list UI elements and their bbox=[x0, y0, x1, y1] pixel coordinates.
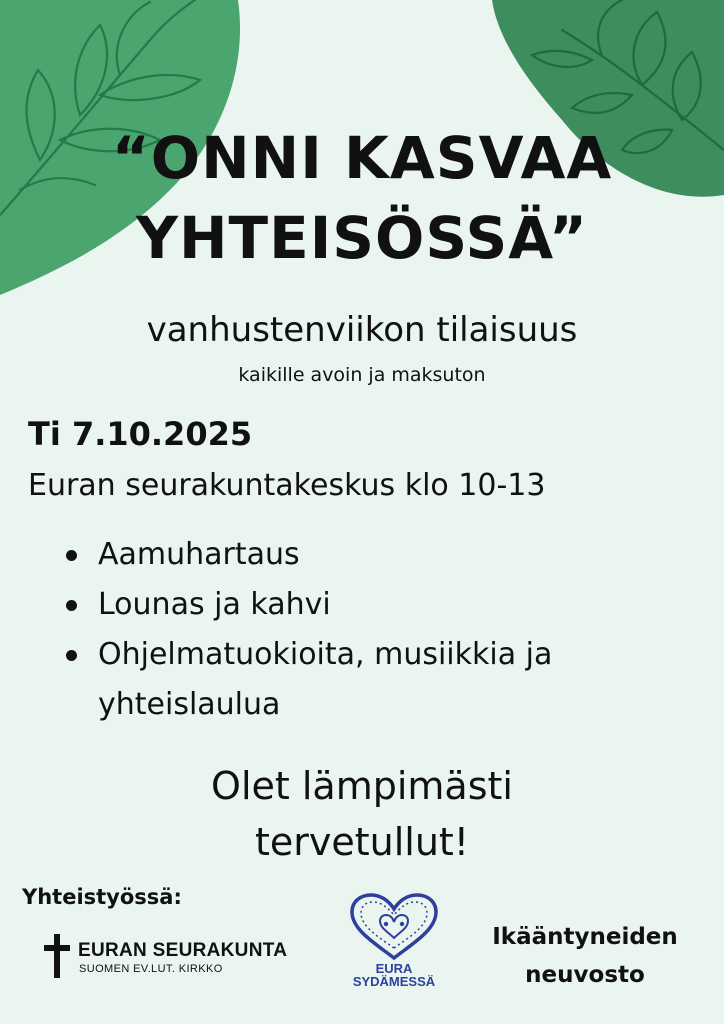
parish-name: EURAN SEURAKUNTA bbox=[78, 940, 288, 961]
list-item: Ohjelmatuokioita, musiikkia ja yhteislaulua bbox=[60, 630, 660, 730]
list-item: Aamuhartaus bbox=[60, 530, 660, 580]
eura-heart-logo bbox=[346, 892, 442, 992]
welcome-line-2: tervetullut! bbox=[254, 820, 470, 864]
council-line-2: neuvosto bbox=[525, 962, 645, 988]
cross-icon bbox=[44, 934, 70, 978]
parish-subtitle: SUOMEN EV.LUT. KIRKKO bbox=[79, 963, 223, 975]
event-date: Ti 7.10.2025 bbox=[28, 415, 253, 453]
council-line-1: Ikääntyneiden bbox=[492, 924, 678, 950]
program-list bbox=[60, 530, 660, 730]
heart-logo-line-2: SYDÄMESSÄ bbox=[352, 974, 436, 989]
parish-logo bbox=[44, 934, 314, 982]
list-item: Lounas ja kahvi bbox=[60, 580, 660, 630]
cooperation-label: Yhteistyössä: bbox=[22, 885, 182, 909]
welcome-message bbox=[0, 758, 724, 870]
council-logo-text bbox=[470, 918, 700, 994]
title-line-1: “ONNI KASVAA bbox=[111, 124, 613, 192]
event-note: kaikille avoin ja maksuton bbox=[238, 364, 486, 386]
heart-icon bbox=[346, 892, 442, 962]
event-place-time: Euran seurakuntakeskus klo 10-13 bbox=[28, 468, 546, 503]
event-subtitle: vanhustenviikon tilaisuus bbox=[146, 310, 578, 350]
welcome-line-1: Olet lämpimästi bbox=[211, 764, 513, 808]
title-line-2: YHTEISÖSSÄ” bbox=[135, 204, 588, 272]
heart-logo-line-1: EURA bbox=[375, 961, 413, 976]
event-title bbox=[0, 118, 724, 278]
